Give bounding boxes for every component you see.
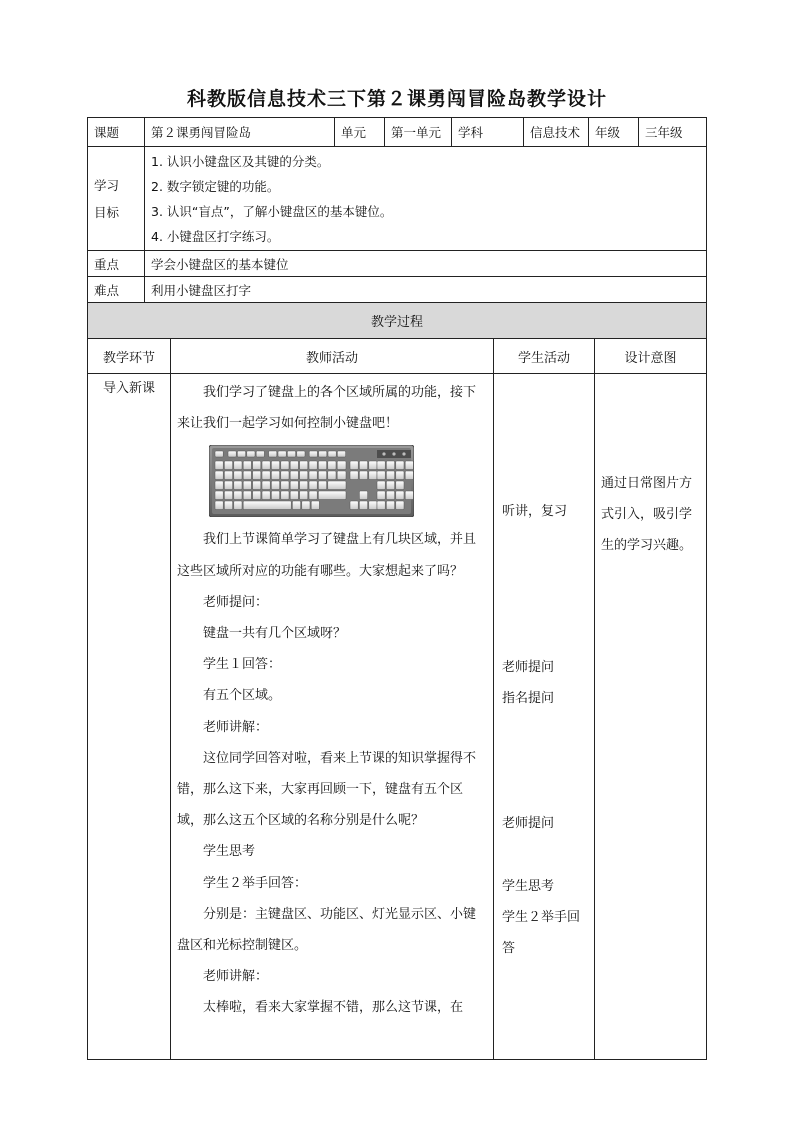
keyboard-key [224, 461, 232, 470]
keyboard-key [359, 491, 367, 500]
student-activity-item: 老师提问 [502, 660, 555, 675]
keyboard-key [215, 491, 223, 500]
keyboard-key [228, 451, 236, 457]
keyboard-key [337, 471, 346, 480]
keyboard-key [405, 461, 413, 470]
grade-label: 年级 [589, 118, 639, 147]
keyboard-key [319, 451, 327, 457]
keyboard-key [215, 501, 223, 510]
key-point-label: 重点 [88, 251, 145, 277]
keyboard-key [281, 481, 289, 490]
keyboard-key [262, 491, 270, 500]
student-activity-item: 听讲，复习 [502, 504, 568, 519]
keyboard-key [224, 471, 232, 480]
keyboard-key [224, 491, 232, 500]
difficulty-label: 难点 [88, 277, 145, 303]
keyboard-key [281, 461, 289, 470]
keyboard-key [262, 471, 270, 480]
teacher-paragraph: 老师讲解： [203, 969, 269, 985]
student-activity-cell [494, 374, 595, 1060]
keyboard-key [386, 491, 394, 500]
keyboard-key [405, 491, 413, 500]
keyboard-key [318, 481, 326, 490]
indicator-light [392, 453, 395, 456]
keyboard-key [243, 481, 251, 490]
teacher-paragraph: 学生思考 [203, 844, 256, 860]
keyboard-key [377, 461, 385, 470]
indicator-light [382, 453, 385, 456]
design-intent-text: 通过日常图片方式引入，吸引学生的学习兴趣。 [601, 476, 693, 553]
keyboard-key [224, 501, 232, 510]
keyboard-key [405, 471, 413, 480]
info-table [87, 117, 707, 303]
goals-label [88, 147, 145, 251]
stage-cell: 导入新课 [88, 374, 171, 1060]
keyboard-key [318, 471, 326, 480]
keyboard-key [271, 471, 279, 480]
keyboard-key [369, 461, 377, 470]
student-activity-item: 老师提问 [502, 816, 555, 831]
goals-label-line-1: 学习 [94, 177, 120, 193]
topic-value: 第２课勇闯冒险岛 [145, 118, 335, 147]
keyboard-key [253, 461, 261, 470]
keyboard-key [224, 481, 232, 490]
keyboard-key [269, 451, 277, 457]
keyboard-key [290, 481, 298, 490]
keyboard-key [300, 491, 308, 500]
keyboard-key [377, 481, 385, 490]
col-header-intent: 设计意图 [595, 339, 707, 374]
col-header-stage: 教学环节 [88, 339, 171, 374]
goal-item: 4. 小键盘区打字练习。 [151, 228, 280, 244]
topic-label: 课题 [88, 118, 145, 147]
goal-item: 2. 数字锁定键的功能。 [151, 178, 280, 194]
goals-label-line-2: 目标 [94, 204, 120, 220]
keyboard-key [243, 461, 251, 470]
keyboard-key [328, 461, 336, 470]
keyboard-key [234, 461, 242, 470]
keyboard-key [292, 501, 300, 510]
keyboard-key [377, 471, 385, 480]
keyboard-key [328, 451, 336, 457]
document-title: 科教版信息技术三下第２课勇闯冒险岛教学设计 [186, 88, 607, 110]
keyboard-key [350, 471, 358, 480]
keyboard-key [396, 471, 404, 480]
teacher-paragraph: 这位同学回答对啦，看来上节课的知识掌握得不错，那么这下来，大家再回顾一下，键盘有五个区域，那么这五个区域的名称分别是什么呢？ [177, 750, 477, 829]
keyboard-key [386, 481, 394, 490]
intro-row [88, 374, 707, 1060]
keyboard-key [290, 471, 298, 480]
teacher-activity-cell [171, 374, 494, 1060]
process-table [87, 302, 707, 1060]
keyboard-key [309, 461, 317, 470]
keyboard-key [271, 461, 279, 470]
unit-label: 单元 [335, 118, 385, 147]
keyboard-key [297, 451, 305, 457]
teacher-paragraph: 有五个区域。 [203, 688, 282, 704]
keyboard-key [337, 451, 345, 457]
indicator-light [402, 453, 405, 456]
keyboard-key [328, 481, 346, 490]
grade-value: 三年级 [639, 118, 707, 147]
keyboard-key [247, 451, 255, 457]
keyboard-key [369, 471, 377, 480]
column-header-row [88, 339, 707, 374]
unit-value: 第一单元 [385, 118, 452, 147]
keyboard-key [215, 471, 223, 480]
keyboard-key [290, 461, 298, 470]
keyboard-key [377, 491, 385, 500]
goals-row [88, 147, 707, 251]
teacher-paragraph: 太棒啦，看来大家掌握不错，那么这节课，在 [203, 1000, 464, 1016]
teacher-paragraph: 学生２举手回答： [203, 875, 308, 891]
keyboard-key [287, 451, 295, 457]
goal-item: 3. 认识“盲点”，了解小键盘区的基本键位。 [151, 203, 393, 219]
teacher-paragraph: 分别是：主键盘区、功能区、灯光显示区、小键盘区和光标控制键区。 [177, 906, 477, 954]
keyboard-key [262, 481, 270, 490]
keyboard-key [237, 451, 245, 457]
keyboard-key [278, 451, 286, 457]
keyboard-key [234, 471, 242, 480]
keyboard-key [309, 471, 317, 480]
keyboard-key [396, 481, 404, 490]
keyboard-key [318, 461, 326, 470]
keyboard-key [281, 491, 289, 500]
keyboard-key [215, 451, 223, 457]
keyboard-key [290, 491, 298, 500]
process-header: 教学过程 [88, 303, 707, 339]
keyboard-key [386, 471, 394, 480]
keyboard-key [350, 501, 358, 510]
keyboard-key [253, 491, 261, 500]
keyboard-key [300, 461, 308, 470]
keyboard-key [396, 501, 404, 510]
keyboard-key [386, 461, 394, 470]
keyboard-key [359, 471, 367, 480]
keyboard-key [253, 481, 261, 490]
keyboard-key [262, 461, 270, 470]
student-activity-item: 指名提问 [502, 691, 555, 706]
keyboard-key [300, 471, 308, 480]
keyboard-key [359, 501, 367, 510]
col-header-teacher: 教师活动 [171, 339, 494, 374]
keyboard-key [396, 461, 404, 470]
teacher-paragraph: 我们上节课简单学习了键盘上有几块区域，并且这些区域所对应的功能有哪些。大家想起来了吗？ [177, 532, 477, 579]
keyboard-key [215, 481, 223, 490]
goals-list [145, 147, 707, 251]
keyboard-key [256, 451, 264, 457]
keyboard-key [243, 471, 251, 480]
key-point-row [88, 251, 707, 277]
keyboard-key [369, 501, 377, 510]
keyboard-key [309, 451, 317, 457]
teacher-paragraph: 学生１回答： [203, 657, 282, 673]
keyboard-image [209, 445, 487, 518]
keyboard-key [271, 481, 279, 490]
keyboard-key [309, 491, 317, 500]
subject-value: 信息技术 [524, 118, 589, 147]
goal-item: 1. 认识小键盘区及其键的分类。 [151, 153, 330, 169]
student-activity-item: 学生思考 [502, 879, 555, 894]
teacher-paragraph: 我们学习了键盘上的各个区域所属的功能，接下来让我们一起学习如何控制小键盘吧！ [177, 385, 477, 432]
design-intent-cell [595, 374, 707, 1060]
keyboard-key [243, 501, 291, 510]
difficulty-value: 利用小键盘区打字 [145, 277, 707, 303]
keyboard-illustration [209, 445, 414, 517]
keyboard-key [281, 471, 289, 480]
key-point-value: 学会小键盘区的基本键位 [145, 251, 707, 277]
teacher-paragraph: 老师提问： [203, 594, 269, 610]
keyboard-key [253, 471, 261, 480]
keyboard-key [234, 481, 242, 490]
keyboard-key [215, 461, 223, 470]
teacher-paragraph: 键盘一共有几个区域呀？ [203, 626, 347, 642]
keyboard-key [234, 501, 242, 510]
keyboard-key [243, 491, 251, 500]
keyboard-key [311, 501, 319, 510]
keyboard-key [350, 461, 358, 470]
difficulty-row [88, 277, 707, 303]
keyboard-key [337, 461, 346, 470]
keyboard-key [377, 501, 385, 510]
keyboard-key [302, 501, 310, 510]
keyboard-key [300, 481, 308, 490]
col-header-student: 学生活动 [494, 339, 595, 374]
student-activity-item: 学生２举手回答 [502, 910, 581, 956]
keyboard-key [328, 471, 336, 480]
subject-label: 学科 [452, 118, 524, 147]
keyboard-key [396, 491, 404, 500]
teacher-paragraph: 老师讲解： [203, 719, 269, 735]
keyboard-key [318, 491, 346, 500]
keyboard-key [359, 461, 367, 470]
keyboard-key [386, 501, 394, 510]
keyboard-key [309, 481, 317, 490]
keyboard-key [234, 491, 242, 500]
topic-row [88, 118, 707, 147]
keyboard-key [271, 491, 279, 500]
